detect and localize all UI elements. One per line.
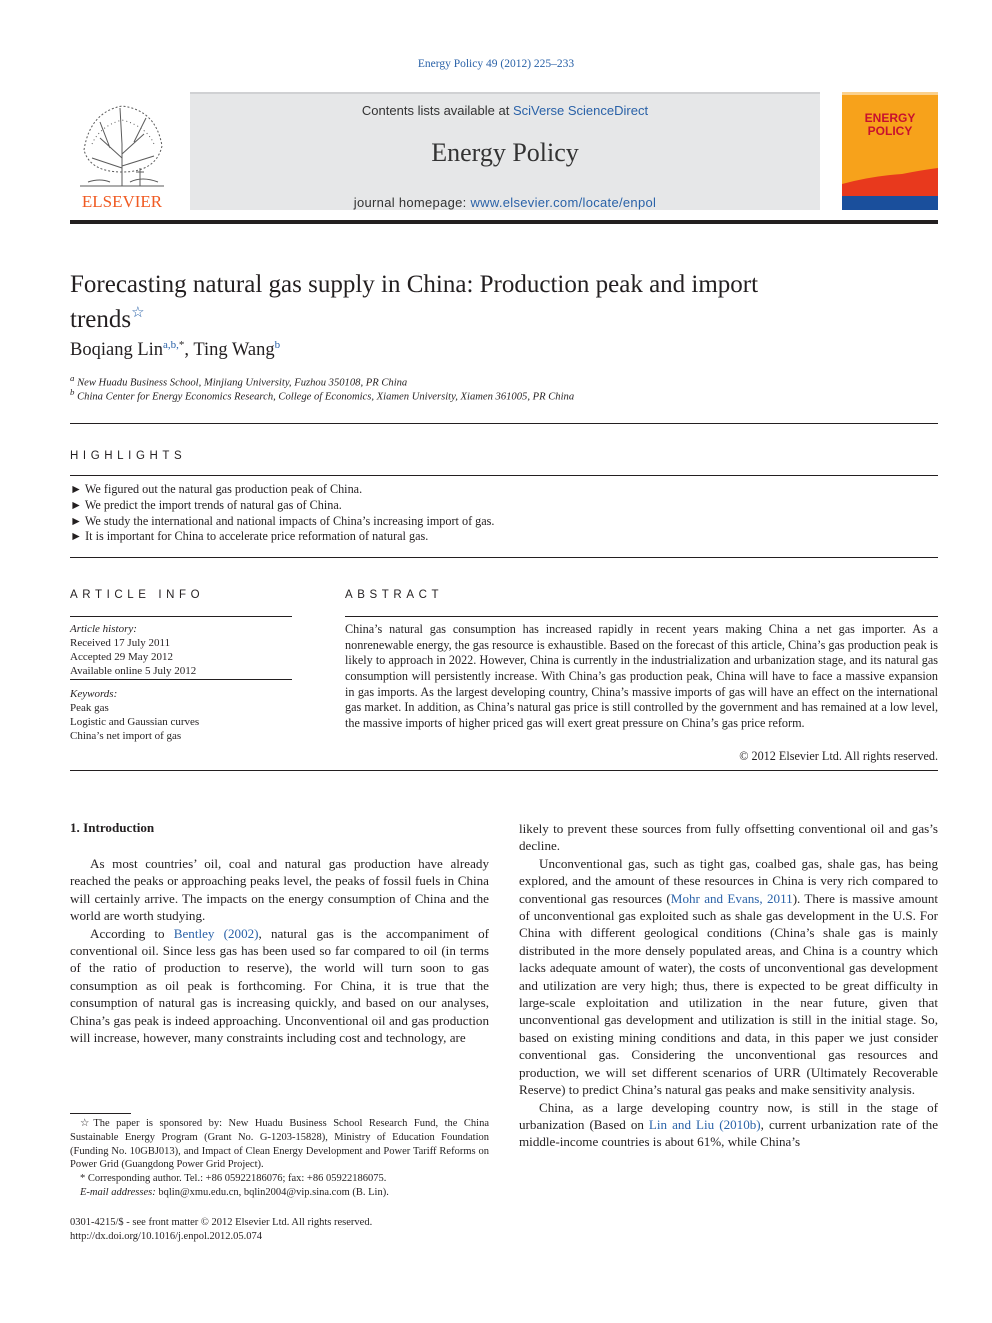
section-heading: 1. Introduction — [70, 820, 155, 835]
highlights-list — [70, 482, 938, 545]
svg-text:POLICY: POLICY — [867, 124, 913, 138]
affiliation: $^a$ New Huadu Business School, Minjiang University, Fuzhou 350108, PR China — [70, 373, 408, 389]
divider — [70, 557, 938, 558]
citation-link[interactable]: Lin and Liu (2010b) — [648, 1116, 761, 1132]
paragraph: Unconventional gas, such as tight gas, coalbed gas, shale gas, has being explored, and the amount of these resources in China is very rich compared to conventional gas resources (Mohr and Evans, 2011). There is massive amount of unconventional gas exploited such as shale gas development in the U.S. For China with different geological conditions (China’s shale gas is mainly distributed in the more densely populated areas, and China is a country which lacks adequate amount of water), the costs of unconventional gas development and utilization are very high; thus, there is expected to be great difficulty in large-scale exploitation and utilization in the near future, given that unconventional gas development and utilization is still in the initial stage. So, based on existing mining conditions and data, in this paper we just consider conventional gas. Considering the unconventional gas resources and production, we will set different scenarios of URR (Ultimately Recoverable Reserve) to predict China’s natural gas peaks and make sensitivity analysis. — [519, 855, 939, 1098]
author-name: Boqiang Lin — [70, 340, 164, 360]
author-affil-mark[interactable]: b — [274, 339, 281, 351]
doi-link[interactable]: http://dx.doi.org/10.1016/j.enpol.2012.05.074 — [70, 1231, 263, 1242]
issn-line: 0301-4215/$ - see front matter © 2012 Elsevier Ltd. All rights reserved. — [70, 1217, 373, 1228]
email-links[interactable]: bqlin@xmu.edu.cn, bqlin2004@vip.sina.com — [158, 1186, 350, 1198]
keyword: Peak gas — [70, 702, 109, 714]
author-list: Boqiang Lin$^{a,b,*}$, Ting Wang$^b$ — [70, 339, 281, 360]
paragraph: As most countries’ oil, coal and natural gas production have already reached the peaks or approaching peaks level, the peaks of fossil fuels in China will certainly arrive. The impacts on the energy consumption of China and the world are worth studying. — [70, 856, 489, 924]
divider — [70, 770, 938, 771]
author-affil-mark[interactable]: a,b, — [163, 339, 179, 351]
journal-cover-image — [842, 92, 938, 210]
divider — [70, 475, 938, 476]
footnote-email: E-mail addresses: bqlin@xmu.edu.cn, bqlin2004@vip.sina.com (B. Lin). — [80, 1186, 389, 1198]
front-matter-info — [70, 1216, 489, 1244]
article-history: Article history: Received 17 July 2011 Accepted 29 May 2012 Available online 5 July 2012 — [70, 623, 197, 677]
paragraph: likely to prevent these sources from fully offsetting conventional oil and gas’s decline. — [519, 821, 938, 854]
homepage-link[interactable]: www.elsevier.com/locate/enpol — [470, 195, 657, 210]
divider — [70, 423, 938, 424]
highlights-heading: HIGHLIGHTS — [70, 450, 187, 462]
sciencedirect-link[interactable]: SciVerse ScienceDirect — [512, 103, 649, 118]
header-rule — [70, 220, 938, 224]
svg-text:ENERGY: ENERGY — [864, 111, 916, 125]
body-column-right — [519, 820, 938, 1151]
footnote: * Corresponding author. Tel.: +86 05922186076; fax: +86 05922186075. — [80, 1173, 387, 1185]
elsevier-logo — [70, 98, 174, 210]
contents-line: Contents lists available at SciVerse ScienceDirect — [361, 103, 649, 118]
homepage-line: journal homepage: www.elsevier.com/locate/enpol — [353, 195, 657, 210]
divider — [345, 616, 938, 617]
footnotes — [70, 1117, 489, 1200]
divider — [70, 679, 292, 680]
citation-link[interactable]: Bentley (2002) — [173, 925, 259, 941]
author-name: Ting Wang — [193, 340, 275, 360]
keywords: Keywords: Peak gas Logistic and Gaussian curves China’s net import of gas — [70, 687, 292, 743]
body-column-left — [70, 855, 489, 1046]
keyword: Logistic and Gaussian curves — [70, 716, 200, 728]
title-footnote-mark[interactable]: ☆ — [131, 305, 145, 321]
journal-citation-link[interactable]: Energy Policy 49 (2012) 225–233 — [417, 58, 575, 70]
divider — [70, 616, 292, 617]
abstract-text: China’s natural gas consumption has increased rapidly in recent years making China a net gas importer. As a nonrenewable energy, the gas resource is exhaustible. Based on the forecast of this article, China’s gas production peak is likely to approach in 2022. However, China is currently in the industrialization and urbanization stage, and its natural gas consumption will persistently increase. With China’s gas production peak, China will have to face a massive expansion in gas imports. As the largest developing country, China’s massive imports of gas will have an effect on the international gas market. In addition, as China’s natural gas price is still controlled by the government and has remained at a low level, the massive imports of higher priced gas will exert great pressure on China’s gas price reform. — [345, 622, 938, 730]
list-item: ► We figured out the natural gas production peak of China. — [70, 482, 363, 496]
corresponding-mark[interactable]: * — [178, 339, 185, 351]
list-item: ► We study the international and national impacts of China’s increasing import of gas. — [70, 513, 495, 528]
list-item: ► It is important for China to accelerate price reformation of natural gas. — [70, 529, 429, 544]
abstract-heading: ABSTRACT — [345, 589, 444, 601]
article-info-heading: ARTICLE INFO — [70, 589, 205, 601]
svg-text:ELSEVIER: ELSEVIER — [81, 192, 163, 210]
paragraph: According to Bentley (2002), natural gas is the accompaniment of conventional oil. Since less gas has been used so far compared to oil (in terms of the ratio of production to reserve), the world will turn soon to gas consumption as oil peak is forthcoming. For China, it is true that the consumption of natural gas is increasing quickly, and based on our analyses, China’s gas peak is indeed approaching. Unconventional oil and gas production will increase, however, many constraints including cost and technology, are — [70, 925, 489, 1046]
footnote-rule — [70, 1113, 131, 1114]
keyword: China’s net import of gas — [70, 730, 182, 742]
footnote: ☆The paper is sponsored by: New Huadu Business School Research Fund, the China Sustainable Energy Program (Grant No. G-1203-15828), Ministry of Education Foundation (Funding No. 10GBJ013), and Impact of Clean Energy Development and Power Tariff Reforms on Power Grid (Guangdong Power Grid Project). — [70, 1118, 489, 1171]
affiliation: $^b$ China Center for Energy Economics Research, College of Economics, Xiamen University, Xiamen 361005, PR China — [70, 387, 575, 403]
paragraph: China, as a large developing country now, is still in the stage of urbanization (Based on Lin and Liu (2010b), current urbanization rate of the middle-income countries is about 61%, while China’s — [519, 1099, 939, 1150]
list-item: ► We predict the import trends of natural gas of China. — [70, 497, 342, 512]
citation-link[interactable]: Mohr and Evans, 2011 — [670, 890, 793, 906]
journal-name: Energy Policy — [431, 138, 579, 167]
article-title: Forecasting natural gas supply in China: Production peak and import trends☆ — [70, 271, 759, 333]
abstract-copyright: © 2012 Elsevier Ltd. All rights reserved. — [739, 749, 938, 763]
